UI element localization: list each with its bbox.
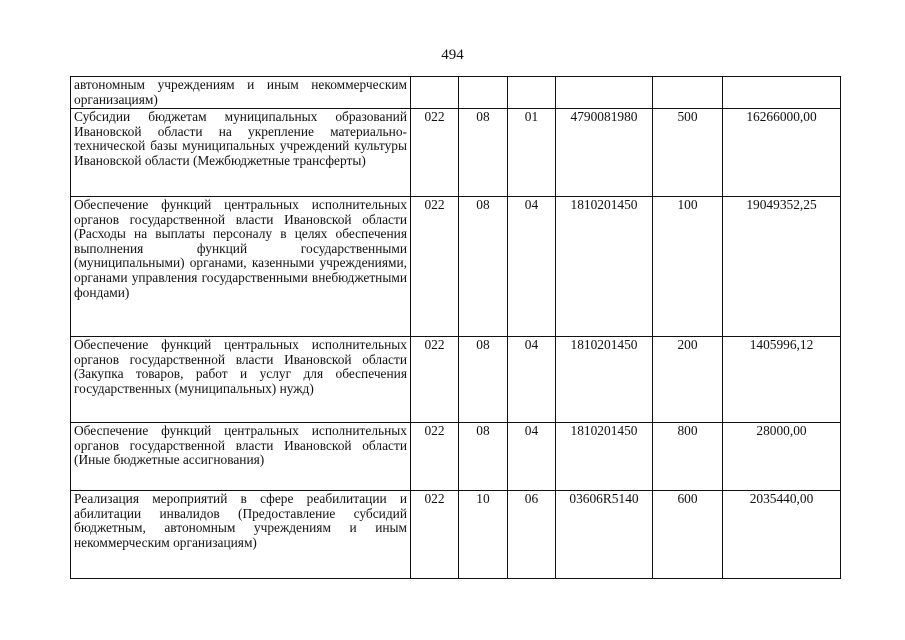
- budget-table: [70, 76, 841, 579]
- amount-cell: 19049352,25: [723, 197, 841, 337]
- expense-type-cell: 200: [653, 337, 723, 423]
- target-article-cell: 03606R5140: [556, 491, 653, 579]
- section-code-cell: 08: [459, 423, 508, 491]
- table-row: [71, 337, 841, 423]
- expense-name-cell: Реализация мероприятий в сфере реабилитации и абилитации инвалидов (Предоставление субсидий бюджетным, автономным учреждениям и иным некоммерческим организациям): [71, 491, 411, 579]
- subsection-code-cell: 04: [508, 337, 556, 423]
- amount-cell: [723, 77, 841, 109]
- table-row: [71, 109, 841, 197]
- ministry-code-cell: 022: [411, 423, 459, 491]
- ministry-code-cell: 022: [411, 337, 459, 423]
- expense-name-cell: автономным учреждениям и иным некоммерческим организациям): [71, 77, 411, 109]
- table-row: [71, 77, 841, 109]
- ministry-code-cell: [411, 77, 459, 109]
- amount-cell: 28000,00: [723, 423, 841, 491]
- ministry-code-cell: 022: [411, 197, 459, 337]
- expense-name-cell: Обеспечение функций центральных исполнительных органов государственной власти Ивановской области (Закупка товаров, работ и услуг для обеспечения государственных (муниципальных) нужд): [71, 337, 411, 423]
- section-code-cell: 08: [459, 109, 508, 197]
- section-code-cell: 08: [459, 337, 508, 423]
- subsection-code-cell: 04: [508, 197, 556, 337]
- expense-type-cell: 600: [653, 491, 723, 579]
- page-number: 494: [441, 47, 464, 63]
- table-row: [71, 423, 841, 491]
- section-code-cell: 08: [459, 197, 508, 337]
- section-code-cell: [459, 77, 508, 109]
- target-article-cell: 4790081980: [556, 109, 653, 197]
- subsection-code-cell: 06: [508, 491, 556, 579]
- amount-cell: 2035440,00: [723, 491, 841, 579]
- ministry-code-cell: 022: [411, 109, 459, 197]
- target-article-cell: 1810201450: [556, 423, 653, 491]
- ministry-code-cell: 022: [411, 491, 459, 579]
- target-article-cell: 1810201450: [556, 197, 653, 337]
- target-article-cell: [556, 77, 653, 109]
- expense-type-cell: [653, 77, 723, 109]
- target-article-cell: 1810201450: [556, 337, 653, 423]
- expense-name-cell: Обеспечение функций центральных исполнительных органов государственной власти Ивановской области (Иные бюджетные ассигнования): [71, 423, 411, 491]
- expense-type-cell: 100: [653, 197, 723, 337]
- table-row: [71, 491, 841, 579]
- amount-cell: 1405996,12: [723, 337, 841, 423]
- table-row: [71, 197, 841, 337]
- subsection-code-cell: [508, 77, 556, 109]
- amount-cell: 16266000,00: [723, 109, 841, 197]
- section-code-cell: 10: [459, 491, 508, 579]
- subsection-code-cell: 04: [508, 423, 556, 491]
- subsection-code-cell: 01: [508, 109, 556, 197]
- expense-type-cell: 800: [653, 423, 723, 491]
- expense-name-cell: Обеспечение функций центральных исполнительных органов государственной власти Ивановской области (Расходы на выплаты персоналу в целях обеспечения выполнения функций государственными (муниципальными) органами, казенными учреждениями, органами управления государственными внебюджетными фондами): [71, 197, 411, 337]
- expense-type-cell: 500: [653, 109, 723, 197]
- expense-name-cell: Субсидии бюджетам муниципальных образований Ивановской области на укрепление материально-технической базы муниципальных учреждений культуры Ивановской области (Межбюджетные трансферты): [71, 109, 411, 197]
